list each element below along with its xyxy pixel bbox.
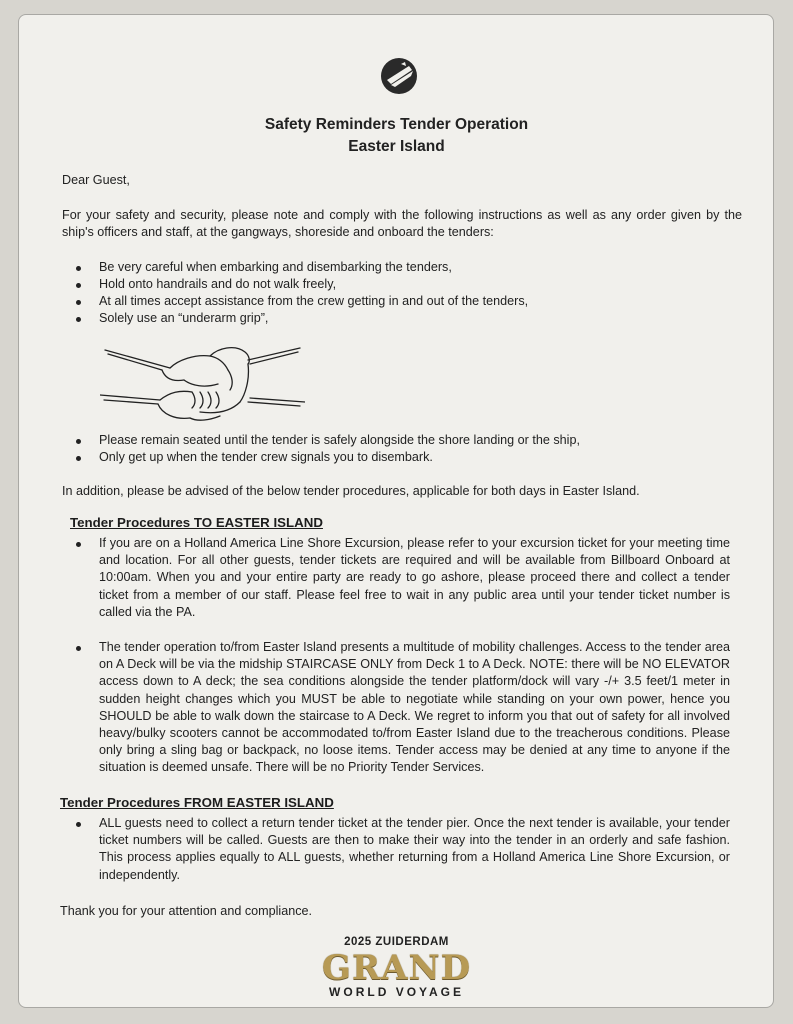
- closing-line: Thank you for your attention and compliance.: [60, 904, 313, 918]
- bullet-dot: [76, 456, 81, 461]
- list-item: Hold onto handrails and do not walk freely,: [99, 277, 337, 291]
- letter-title: Safety Reminders Tender Operation: [264, 116, 529, 133]
- section-to-paragraph-1: If you are on a Holland America Line Shore Excursion, please refer to your excursion ticket for your meeting time and location. For all other guests, tender tickets are required and will be available from Billboard Onboard at 10:00am. When you and your entire party are ready to go ashore, please proceed there and collect a tender ticket from a member of our staff. Please feel free to wait in any public area until your tender ticket number is called via the PA.: [99, 536, 730, 619]
- bullet-dot: [76, 283, 81, 288]
- footer-ship-name: 2025 ZUIDERDAM: [344, 936, 449, 948]
- bullet-dot: [76, 542, 81, 547]
- intro-paragraph: For your safety and security, please note and comply with the following instructions as well as any order given by the ship's officers and staff, at the gangways, shoreside and onboard the tenders:: [62, 208, 742, 240]
- section-from-paragraph-1: ALL guests need to collect a return tender ticket at the tender pier. Once the next tender is available, your tender ticket numbers will be called. Guests are then to make their way into the tender in an orderly and safe fashion. This process applies equally to ALL guests, whether returning from a Holland America Line Shore Excursion, or independently.: [99, 816, 730, 882]
- section-heading-from: Tender Procedures FROM EASTER ISLAND: [60, 795, 334, 810]
- addition-paragraph: In addition, please be advised of the below tender procedures, applicable for both days in Easter Island.: [62, 484, 640, 498]
- grand-logo-text: GRAND: [321, 948, 472, 988]
- bullet-dot: [76, 822, 81, 827]
- list-item: At all times accept assistance from the crew getting in and out of the tenders,: [99, 294, 529, 308]
- letter-subtitle: Easter Island: [348, 138, 445, 155]
- bullet-dot: [76, 300, 81, 305]
- list-item: Only get up when the tender crew signals you to disembark.: [99, 450, 433, 464]
- bullet-dot: [76, 646, 81, 651]
- underarm-grip-illustration: [100, 340, 305, 430]
- bullet-dot: [76, 439, 81, 444]
- bullet-dot: [76, 317, 81, 322]
- list-item: Please remain seated until the tender is safely alongside the shore landing or the ship,: [99, 433, 580, 447]
- list-item: Be very careful when embarking and disembarking the tenders,: [99, 260, 452, 274]
- section-heading-to: Tender Procedures TO EASTER ISLAND: [70, 515, 323, 530]
- bullet-dot: [76, 266, 81, 271]
- list-item: Solely use an “underarm grip”,: [99, 311, 269, 325]
- section-to-paragraph-2: The tender operation to/from Easter Island presents a multitude of mobility challenges. Access to the tender area on A Deck will be via the midship STAIRCASE ONLY from Deck 1 to A Deck. NOTE: there will be NO ELEVATOR access down to A deck; the sea conditions alongside the tender platform/dock will vary -/+ 3.5 feet/1 meter in sudden height changes which you MUST be able to negotiate while standing on your own power, hence you SHOULD be able to walk down the staircase to A Deck. We regret to inform you that out of safety for all involved heavy/bulky scooters cannot be accommodated to/from Easter Island due to the treacherous conditions. Please only bring a sling bag or backpack, no loose items. Tender access may be denied at any time to anyone if the situation is deemed unsafe. There will be no Priority Tender Services.: [99, 640, 730, 775]
- footer-tagline: WORLD VOYAGE: [329, 985, 464, 999]
- ship-logo-icon: [379, 54, 419, 98]
- greeting: Dear Guest,: [62, 173, 130, 187]
